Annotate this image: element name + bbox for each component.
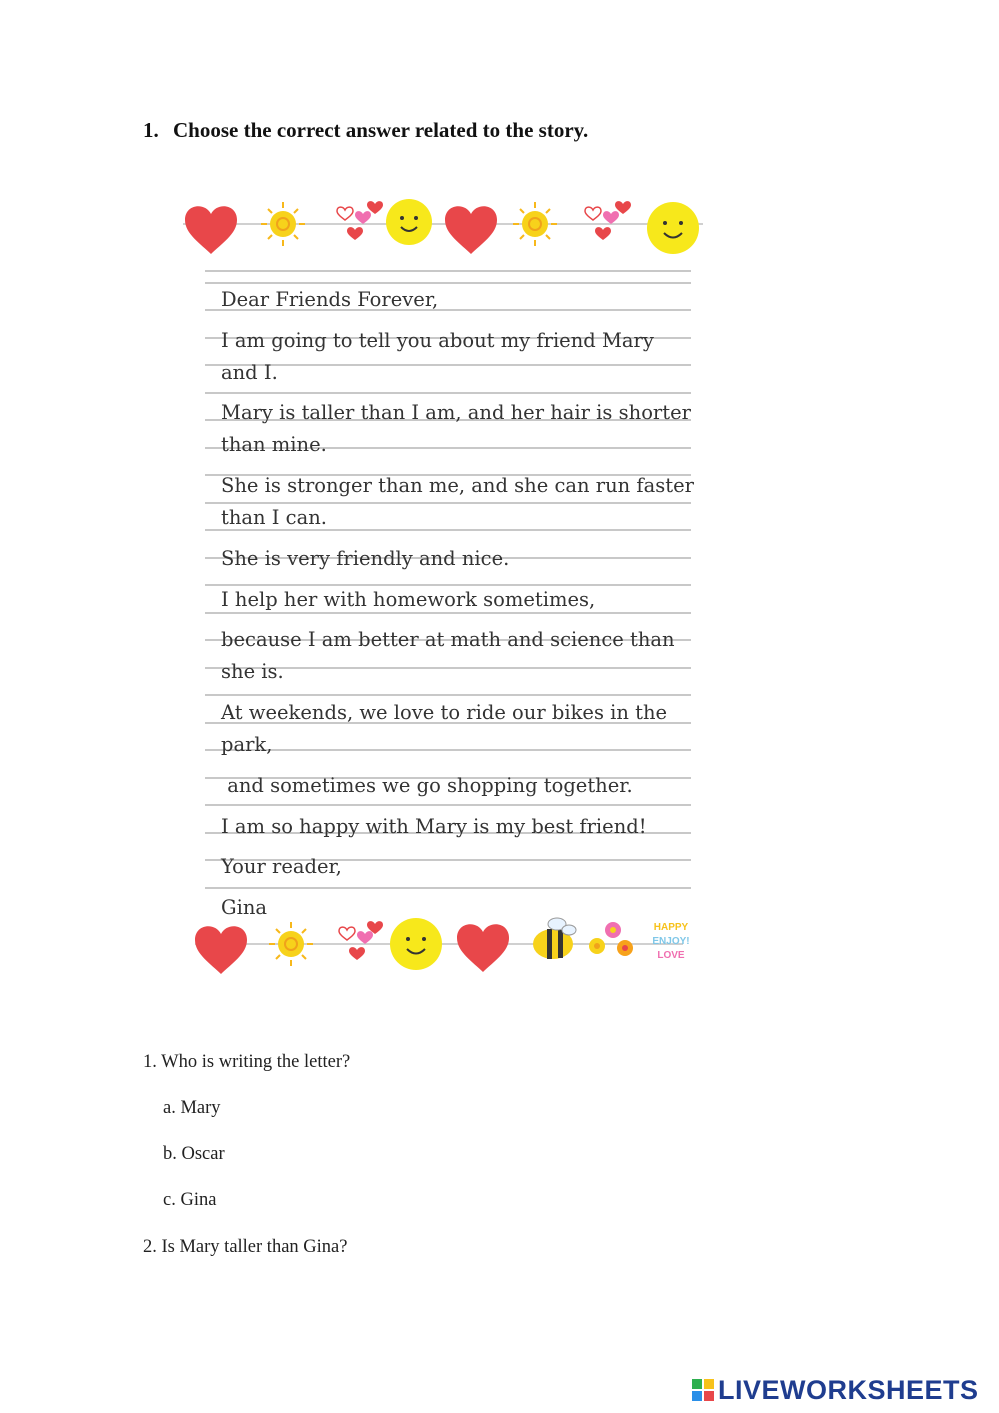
heart-icon (457, 924, 509, 972)
letter-line: she is. (221, 660, 284, 683)
letter-line: park, (221, 733, 273, 756)
answer-option-c[interactable]: c. Gina (163, 1190, 217, 1210)
letter-line: Mary is taller than I am, and her hair is shorter (221, 401, 691, 424)
smiley-icon (386, 199, 432, 245)
heart-icon (185, 206, 237, 254)
heart-icon (195, 926, 247, 974)
brand-name: LIVEWORKSHEETS (718, 1374, 979, 1405)
letter-line: and I. (221, 361, 278, 384)
letter-line: and sometimes we go shopping together. (221, 774, 633, 797)
decorative-border-top (183, 192, 703, 256)
sticker-words (652, 922, 689, 961)
letter-line: At weekends, we love to ride our bikes in the (221, 701, 668, 724)
small-hearts-icon (585, 201, 631, 240)
letter-line: I am going to tell you about my friend Mary (221, 329, 654, 352)
sticker-word-love: LOVE (657, 950, 685, 961)
letter-line: I help her with homework sometimes, (221, 588, 596, 611)
smiley-icon (390, 918, 442, 970)
letter-line: because I am better at math and science than (221, 628, 675, 651)
letter-line: Dear Friends Forever, (221, 288, 439, 311)
answer-option-b[interactable]: b. Oscar (163, 1144, 225, 1164)
letter-line: She is stronger than me, and she can run faster (221, 474, 694, 497)
letter-card (183, 192, 703, 982)
question-1: 1. Who is writing the letter? (143, 1052, 351, 1072)
letter-line: than I can. (221, 506, 327, 529)
sticker-word-enjoy: ENJOY! (652, 936, 690, 947)
exercise-heading (143, 118, 588, 143)
heart-icon (445, 206, 497, 254)
flowers-icon (589, 922, 633, 956)
letter-line: Your reader, (221, 855, 342, 878)
exercise-number: 1. (143, 118, 159, 142)
letter-line: than mine. (221, 433, 327, 456)
letter-line: I am so happy with Mary is my best friend! (221, 815, 647, 838)
small-hearts-icon (339, 921, 383, 960)
small-hearts-icon (337, 201, 383, 240)
brand-logo[interactable] (692, 1375, 979, 1405)
smiley-icon (647, 202, 699, 254)
liveworksheets-logo-icon (692, 1379, 714, 1401)
bee-icon (533, 918, 576, 959)
question-2: 2. Is Mary taller than Gina? (143, 1237, 348, 1257)
sticker-word-happy: HAPPY (653, 922, 689, 933)
letter-line: She is very friendly and nice. (221, 547, 510, 570)
exercise-title: Choose the correct answer related to the story. (173, 118, 589, 142)
decorative-border-bottom (183, 912, 703, 976)
answer-option-a[interactable]: a. Mary (163, 1098, 221, 1118)
letter-signature: Gina (221, 896, 267, 919)
